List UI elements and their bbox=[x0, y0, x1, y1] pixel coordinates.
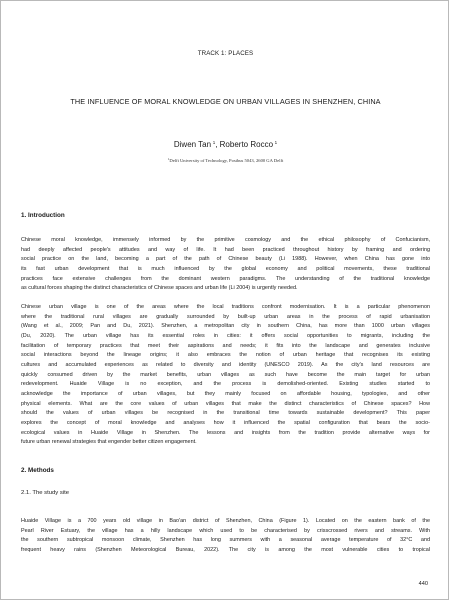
author-separator: , bbox=[215, 140, 220, 149]
paragraph bbox=[21, 517, 430, 556]
text-line: Pearl River Estuary, the village has a hilly landscape which used to be characterised by crisscrossed rivers and streams. With bbox=[21, 527, 430, 534]
text-line: practices face extensive challenges from the dominant western paradigms. The understanding of the traditional knowledge bbox=[21, 275, 430, 282]
author-name: Diwen Tan bbox=[173, 140, 212, 149]
text-line: physical elements. What are the core values of urban villages that make the distinct characteristics of Chinese spaces? How bbox=[21, 400, 430, 407]
paragraph bbox=[21, 236, 430, 294]
text-line: Chinese moral knowledge, immensely informed by the primitive cosmology and the ethical philosophy of Confucianism, bbox=[21, 237, 430, 243]
section-heading-introduction: 1. Introduction bbox=[21, 212, 65, 219]
paragraph bbox=[21, 303, 430, 448]
text-line: explores the concept of moral knowledge and analyses how it influenced the spatial configuration that bears the socio- bbox=[21, 419, 430, 426]
author-affiliation-mark: 1 bbox=[212, 140, 216, 145]
section-heading-methods: 2. Methods bbox=[21, 467, 54, 474]
author-line bbox=[1, 140, 449, 149]
text-line: its fast urban development that is much influenced by the global economy and political movements, these traditional bbox=[21, 265, 430, 272]
author-affiliation-mark: 1 bbox=[274, 140, 278, 145]
text-line: the southern subtropical monsoon climate, Shenzhen has long summers with a seasonal average temperature of 32°C and bbox=[21, 537, 430, 544]
text-line: acknowledge the importance of urban villages, but they mainly focused on affordable housing, typologies, and other bbox=[21, 390, 430, 397]
text-line: Chinese urban village is one of the areas where the local traditions confront modernisation. It is a particular phenomenon bbox=[21, 304, 430, 310]
page-number: 440 bbox=[418, 581, 428, 587]
text-line: facilitation of temporary practices that meet their aspirations and needs; it fits into the landscape and generates inclusive bbox=[21, 342, 430, 349]
affiliation-text: Delft University of Technology, Postbus 5043, 2600 GA Delft bbox=[169, 158, 284, 163]
track-label: TRACK 1: PLACES bbox=[197, 50, 254, 57]
text-line: (Du, 2020). The urban village has its essential roles in cities: it offers social opportunities to migrants, including the bbox=[21, 332, 430, 339]
text-line: social practice on the land, becoming a part of the path of Chinese beauty (Li 1988). However, when China has gone into bbox=[21, 256, 430, 263]
text-line: quickly consumed driven by the market benefits, urban villages as such have become the main target for urban bbox=[21, 371, 430, 378]
text-line: cultures and accumulated experiences as related to diversity and identity (UNESCO 2019). As the city's land resources are bbox=[21, 361, 430, 368]
text-line: (Wang et al., 2009; Pan and Du, 2021). Shenzhen, a metropolitan city in southern China, has more than 1000 urban villages bbox=[21, 323, 430, 330]
text-line: future urban renewal strategies that engender better citizen engagement. bbox=[21, 439, 197, 446]
text-line: should the values of urban villages be recognised in the transitional time towards sustainable development? This paper bbox=[21, 410, 430, 417]
text-line: frequent heavy rains (Shenzhen Meteorological Bureau, 2022). The city is among the most vulnerable cities to tropical bbox=[21, 546, 430, 553]
text-line: Huaide Village is a 700 years old village in Bao'an district of Shenzhen, China (Figure 1). Located on the eastern bank of the bbox=[21, 518, 430, 524]
text-line: redevelopment. Huaide Village is no exception, and the process is demolished-oriented. Existing studies started to bbox=[21, 381, 430, 388]
text-line: social interactions beyond the lineage origins; it also embraces the notion of urban heritage that recognises its existing bbox=[21, 352, 430, 359]
subsection-heading-study-site: 2.1. The study site bbox=[21, 490, 70, 496]
affiliation-mark: 1 bbox=[167, 157, 170, 161]
text-line: ecological values in Huaide Village in Shenzhen. The lessons and insights from the tradition provide alternative ways for bbox=[21, 429, 430, 436]
text-line: had deeply affected people's attitudes and way of life. It had been practiced throughout history by framing and ordering bbox=[21, 246, 430, 253]
author-name: Roberto Rocco bbox=[219, 140, 274, 149]
affiliation-line bbox=[1, 157, 449, 163]
text-line: as cultural forces shaping the distinct characteristics of Chinese spaces and urban life (Li 2004) is urgently needed. bbox=[21, 285, 298, 292]
paper-title: THE INFLUENCE OF MORAL KNOWLEDGE ON URBAN VILLAGES IN SHENZHEN, CHINA bbox=[70, 97, 381, 106]
text-line: where the traditional rural villages are gradually surrounded by built-up urban areas in the process of rapid urbanisation bbox=[21, 313, 430, 320]
